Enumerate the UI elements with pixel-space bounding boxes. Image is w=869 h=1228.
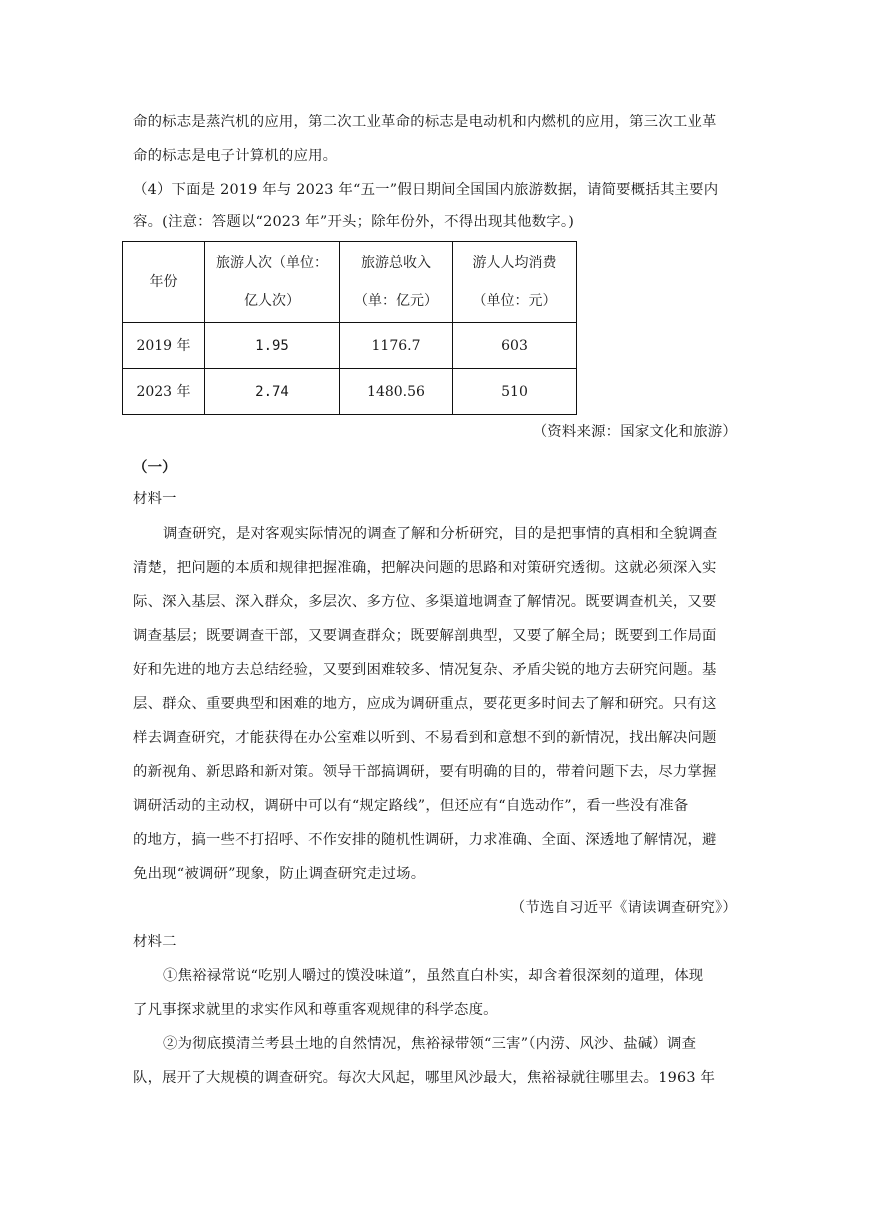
cell-per-capita: 603	[453, 323, 577, 369]
material-1-line: 免出现“被调研”现象，防止调查研究走过场。	[133, 866, 426, 882]
cell-year: 2019 年	[123, 323, 205, 369]
cell-trips: 1.95	[205, 323, 340, 369]
header-revenue: 旅游总收入 （单：亿元）	[340, 242, 453, 323]
material-2-line: ②为彻底摸清兰考县土地的自然情况，焦裕禄带领“三害”（内涝、风沙、盐碱）调查	[163, 1036, 697, 1052]
table-row	[123, 369, 577, 415]
question-4-line: 容。(注意：答题以“2023 年”开头；除年份外，不得出现其他数字。)	[133, 214, 575, 230]
material-1-line: 层、群众、重要典型和困难的地方，应成为调研重点，要花更多时间去了解和研究。只有这	[133, 696, 717, 712]
material-1-label: 材料一	[133, 491, 177, 507]
cell-year: 2023 年	[123, 369, 205, 415]
table-row	[123, 323, 577, 369]
material-1-line: 调查研究，是对客观实际情况的调查了解和分析研究，目的是把事情的真相和全貌调查	[163, 526, 718, 542]
cell-trips: 2.74	[205, 369, 340, 415]
cell-revenue: 1176.7	[340, 323, 453, 369]
material-1-line: 清楚，把问题的本质和规律把握准确，把解决问题的思路和对策研究透彻。这就必须深入实	[133, 560, 717, 576]
material-1-line: 的地方，搞一些不打招呼、不作安排的随机性调研，力求准确、全面、深透地了解情况，避	[133, 832, 717, 848]
material-1-line: 好和先进的地方去总结经验，又要到困难较多、情况复杂、矛盾尖锐的地方去研究问题。基	[133, 662, 717, 678]
cell-per-capita: 510	[453, 369, 577, 415]
material-2-line: 了凡事探求就里的求实作风和尊重客观规律的科学态度。	[133, 1002, 498, 1018]
header-trips: 旅游人次（单位： 亿人次）	[205, 242, 340, 323]
cell-revenue: 1480.56	[340, 369, 453, 415]
question-4-line: （4）下面是 2019 年与 2023 年“五一”假日期间全国国内旅游数据，请简要概括其主要内	[133, 182, 719, 198]
paragraph-line: 命的标志是蒸汽机的应用，第二次工业革命的标志是电动机和内燃机的应用，第三次工业革	[133, 114, 717, 130]
material-1-line: 的新视角、新思路和新对策。领导干部搞调研，要有明确的目的，带着问题下去，尽力掌握	[133, 764, 717, 780]
tourism-data-table	[122, 241, 577, 415]
header-year: 年份	[123, 242, 205, 323]
paragraph-line: 命的标志是电子计算机的应用。	[133, 148, 338, 164]
material-1-line: 调研活动的主动权，调研中可以有“规定路线”，但还应有“自选动作”，看一些没有准备	[133, 798, 689, 814]
table-source: （资料来源：国家文化和旅游）	[532, 424, 737, 440]
header-per-capita: 游人人均消费 （单位：元）	[453, 242, 577, 323]
material-1-line: 际、深入基层、深入群众，多层次、多方位、多渠道地调查了解情况。既要调查机关，又要	[133, 594, 717, 610]
material-2-line: 队，展开了大规模的调查研究。每次大风起，哪里风沙最大，焦裕禄就往哪里去。1963 年	[133, 1070, 716, 1086]
material-2-line: ①焦裕禄常说“吃别人嚼过的馍没味道”，虽然直白朴实，却含着很深刻的道理，体现	[163, 968, 704, 984]
material-1-source: （节选自习近平《请读调查研究》）	[510, 900, 737, 916]
material-1-line: 调查基层；既要调查干部，又要调查群众；既要解剖典型，又要了解全局；既要到工作局面	[133, 628, 717, 644]
material-1-line: 样去调查研究，才能获得在办公室难以听到、不易看到和意想不到的新情况，找出解决问题	[133, 730, 717, 746]
section-heading: （一）	[133, 459, 177, 476]
table-header-row	[123, 242, 577, 323]
material-2-label: 材料二	[133, 934, 177, 950]
